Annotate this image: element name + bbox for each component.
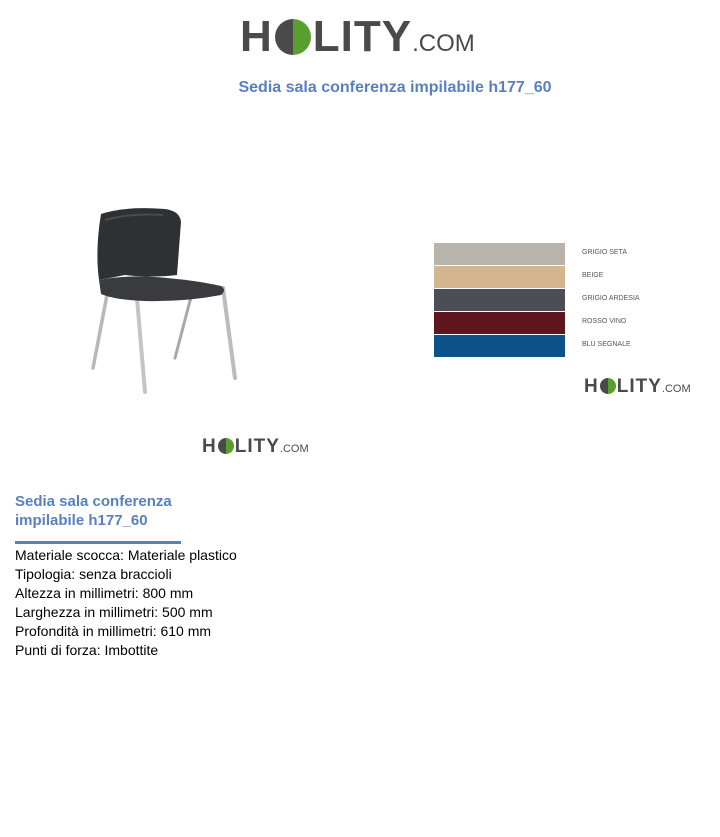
swatch-row xyxy=(434,243,674,265)
swatch-row xyxy=(434,312,674,334)
swatch-row xyxy=(434,266,674,288)
logo-letter-h: H xyxy=(202,436,217,457)
swatch-label: ROSSO VINO xyxy=(582,318,627,325)
spec-item: Altezza in millimetri: 800 mm xyxy=(15,585,194,601)
swatch-beige xyxy=(434,266,565,288)
swatch-brand-logo xyxy=(584,376,691,398)
logo-o-icon xyxy=(218,438,234,454)
spec-item: Materiale scocca: Materiale plastico xyxy=(15,547,237,563)
swatch-blu-segnale xyxy=(434,335,565,357)
swatch-row xyxy=(434,289,674,311)
swatch-grigio-ardesia xyxy=(434,289,565,311)
logo-o-icon xyxy=(600,378,616,394)
logo-letter-h: H xyxy=(584,376,599,397)
logo-suffix: .COM xyxy=(279,443,309,455)
swatch-grigio-seta xyxy=(434,243,565,265)
spec-item: Profondità in millimetri: 610 mm xyxy=(15,623,212,639)
logo-o-icon xyxy=(275,19,311,55)
page-title: Sedia sala conferenza impilabile h177_60 xyxy=(238,79,552,96)
spec-item: Punti di forza: Imbottite xyxy=(15,642,159,658)
swatch-label: BEIGE xyxy=(582,272,604,279)
logo-letters-lity: LITY xyxy=(312,12,413,61)
spec-item: Larghezza in millimetri: 500 mm xyxy=(15,604,213,620)
logo-letters-lity: LITY xyxy=(234,436,280,457)
logo-letters-lity: LITY xyxy=(616,376,662,397)
image-brand-logo xyxy=(202,436,309,458)
spec-item: Tipologia: senza braccioli xyxy=(15,566,172,582)
swatch-rosso-vino xyxy=(434,312,565,334)
swatch-row xyxy=(434,335,674,357)
swatch-label: BLU SEGNALE xyxy=(582,341,631,348)
logo-letter-h: H xyxy=(240,12,273,61)
logo-suffix: .COM xyxy=(412,30,475,57)
swatch-label: GRIGIO SETA xyxy=(582,249,627,256)
logo-suffix: .COM xyxy=(661,383,691,395)
brand-logo xyxy=(240,12,475,62)
section-title: Sedia sala conferenza impilabile h177_60 xyxy=(15,493,172,529)
spec-list xyxy=(15,546,237,660)
section-divider xyxy=(15,541,181,544)
swatch-label: GRIGIO ARDESIA xyxy=(582,295,640,302)
chair-photo xyxy=(85,200,255,400)
